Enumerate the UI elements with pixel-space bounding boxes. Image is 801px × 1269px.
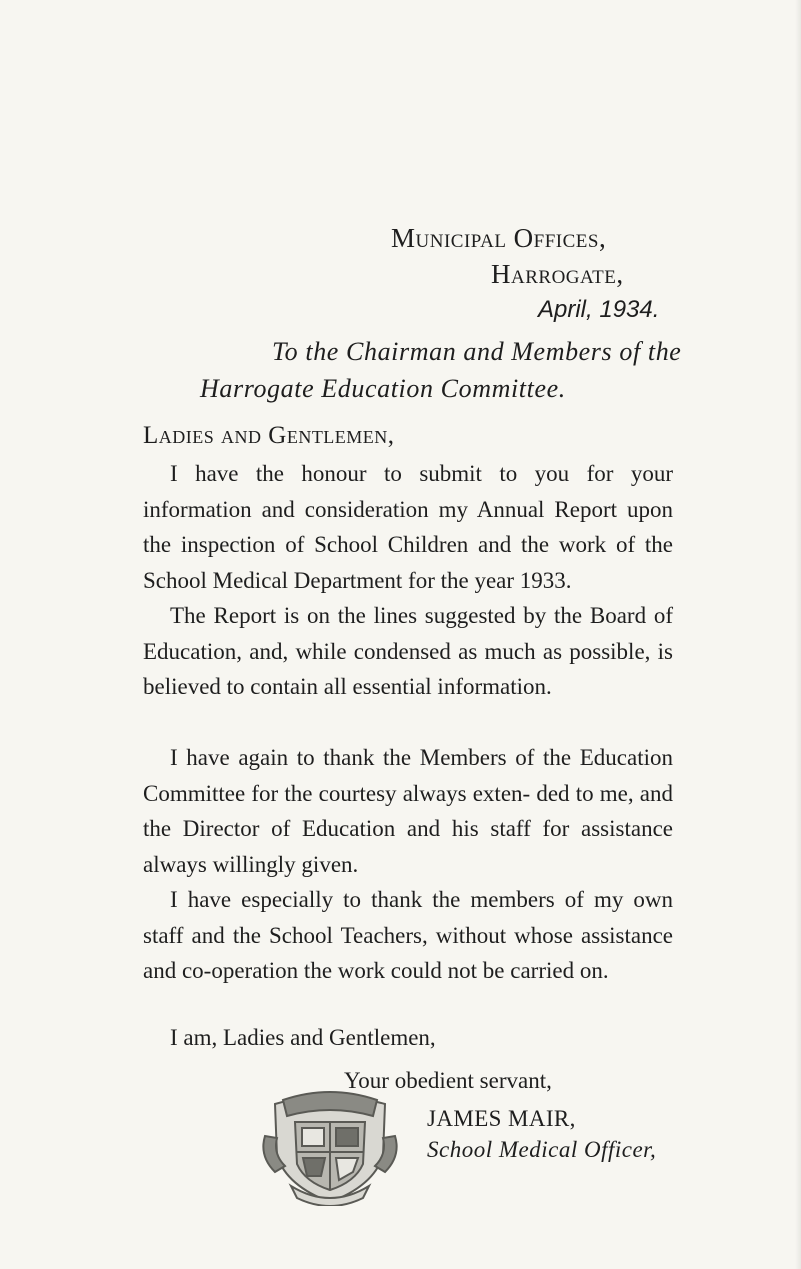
paragraph-3: I have again to thank the Members of the Education Committee for the courtesy always exten- ded to me, and the Director of Education and his staff for assistance always willingly given. [143,745,673,877]
paragraph-2: The Report is on the lines suggested by the Board of Education, and, while condensed as much as possible, is believed to contain all essential information. [143,603,673,699]
closing-line: I am, Ladies and Gentlemen, [170,1025,436,1050]
paragraph-1: I have the honour to submit to you for your information and consideration my Annual Report upon the inspection of School Children and the work of the School Medical Department for the year 1933. [143,461,673,593]
signatory-title: School Medical Officer, [427,1137,657,1162]
letterhead-town: Harrogate, [491,259,624,289]
addressee-line-1: To the Chairman and Members of the [272,337,682,366]
letterhead-office: Municipal Offices, [391,223,607,253]
signatory-name: JAMES MAIR, [427,1106,576,1131]
page-edge-shadow [795,0,801,1269]
addressee-line-2: Harrogate Education Committee. [200,374,566,403]
letter-date: April, 1934. [538,296,660,323]
library-crest-stamp-icon [255,1086,405,1206]
obedient-servant: Your obedient servant, [344,1068,552,1093]
salutation: Ladies and Gentlemen, [143,422,395,449]
paragraph-4: I have especially to thank the members of my own staff and the School Teachers, without whose assistance and co-operation the work could not be carried on. [143,887,673,983]
